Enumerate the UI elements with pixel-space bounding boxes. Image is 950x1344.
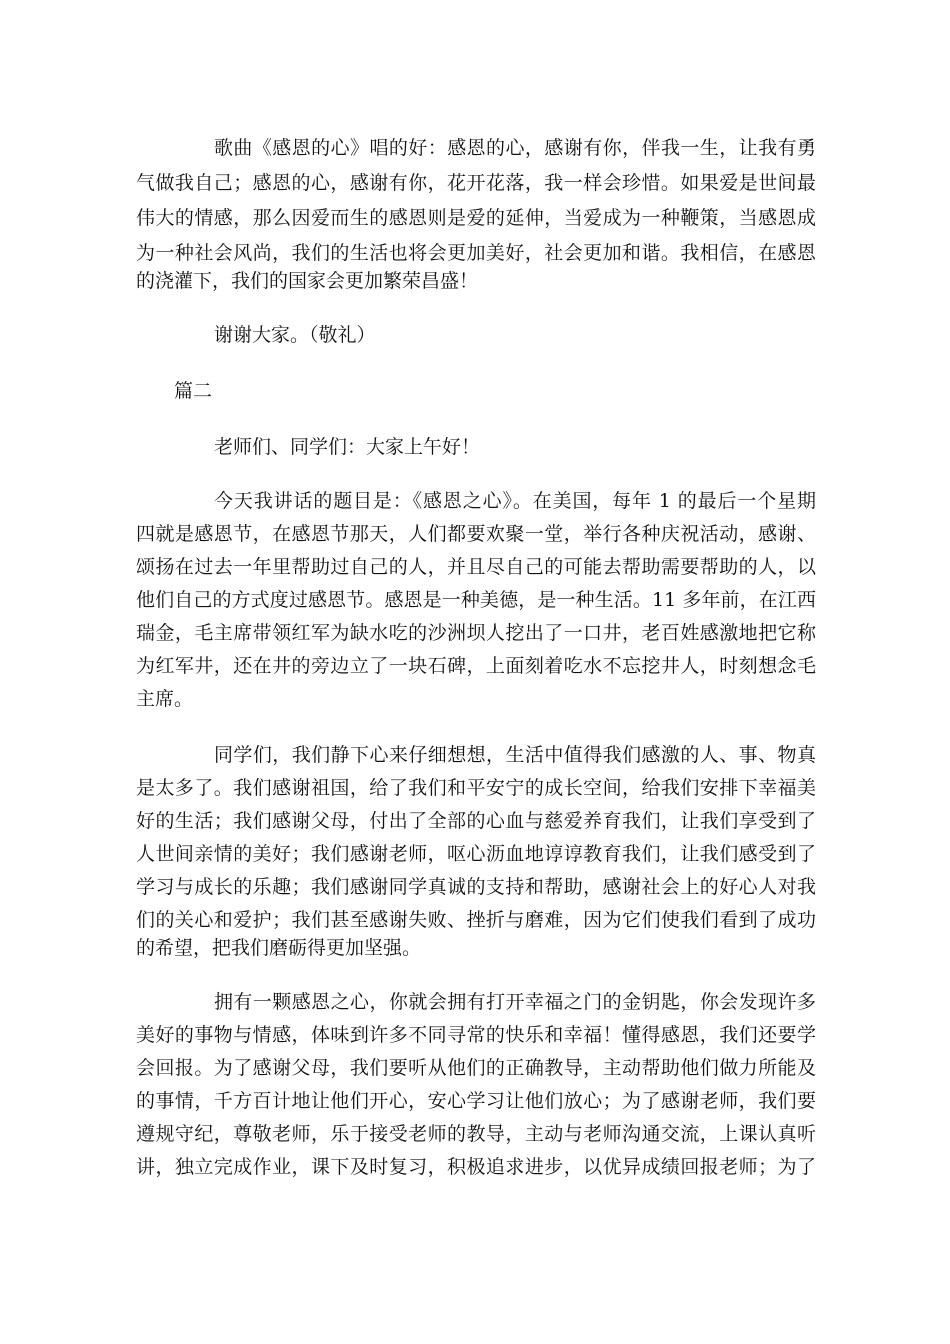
paragraph-line: 为一种社会风尚，我们的生活也将会更加美好，社会更加和谐。我相信，在感恩 [136, 242, 816, 264]
paragraph-line: 瑞金，毛主席带领红军为缺水吃的沙洲坝人挖出了一口井，老百姓感激地把它称 [136, 622, 816, 644]
paragraph-line: 的希望，把我们磨砺得更加坚强。 [136, 937, 422, 959]
greeting-line: 老师们、同学们：大家上午好！ [214, 436, 481, 458]
paragraph-line: 的浇灌下，我们的国家会更加繁荣昌盛！ [136, 270, 479, 292]
paragraph-line: 颂扬在过去一年里帮助过自己的人，并且尽自己的可能去帮助需要帮助的人，以 [136, 556, 816, 578]
paragraph-line: 讲，独立完成作业，课下及时复习，积极追求进步，以优异成绩回报老师；为了 [136, 1156, 816, 1178]
paragraph-line: 学习与成长的乐趣；我们感谢同学真诚的支持和帮助，感谢社会上的好心人对我 [136, 876, 816, 898]
paragraph-line: 他们自己的方式度过感恩节。感恩是一种美德，是一种生活。11 多年前，在江西 [136, 589, 816, 611]
paragraph-line: 为红军井，还在井的旁边立了一块石碑，上面刻着吃水不忘挖井人，时刻想念毛 [136, 655, 816, 677]
paragraph-line: 的事情，千方百计地让他们开心，安心学习让他们放心；为了感谢老师，我们要 [136, 1090, 816, 1112]
paragraph-line: 四就是感恩节，在感恩节那天，人们都要欢聚一堂，举行各种庆祝活动，感谢、 [136, 523, 816, 545]
paragraph-line: 们的关心和爱护；我们甚至感谢失败、挫折与磨难，因为它们使我们看到了成功 [136, 909, 816, 931]
paragraph-line: 气做我自己；感恩的心，感谢有你，花开花落，我一样会珍惜。如果爱是世间最 [136, 172, 816, 194]
section-heading: 篇二 [174, 380, 213, 402]
paragraph-line: 会回报。为了感谢父母，我们要听从他们的正确教导，主动帮助他们做力所能及 [136, 1057, 816, 1079]
paragraph-line: 伟大的情感，那么因爱而生的感恩则是爱的延伸，当爱成为一种鞭策，当感恩成 [136, 207, 816, 229]
paragraph-line: 遵规守纪，尊敬老师，乐于接受老师的教导，主动与老师沟通交流，上课认真听 [136, 1123, 816, 1145]
paragraph-line: 歌曲《感恩的心》唱的好：感恩的心，感谢有你，伴我一生，让我有勇 [214, 137, 816, 159]
paragraph-line: 是太多了。我们感谢祖国，给了我们和平安宁的成长空间，给我们安排下幸福美 [136, 777, 816, 799]
paragraph-line: 今天我讲话的题目是：《感恩之心》。在美国，每年 1 的最后一个星期 [214, 490, 816, 512]
paragraph-line: 同学们，我们静下心来仔细想想，生活中值得我们感激的人、事、物真 [214, 744, 816, 766]
paragraph-line: 人世间亲情的美好；我们感谢老师，呕心沥血地谆谆教育我们，让我们感受到了 [136, 843, 816, 865]
paragraph-line: 主席。 [136, 688, 194, 710]
paragraph-line: 拥有一颗感恩之心，你就会拥有打开幸福之门的金钥匙，你会发现许多 [214, 991, 816, 1013]
closing-line: 谢谢大家。（敬礼） [214, 324, 376, 346]
paragraph-line: 美好的事物与情感，体味到许多不同寻常的快乐和幸福！懂得感恩，我们还要学 [136, 1024, 816, 1046]
paragraph-line: 好的生活；我们感谢父母，付出了全部的心血与慈爱养育我们，让我们享受到了 [136, 810, 816, 832]
